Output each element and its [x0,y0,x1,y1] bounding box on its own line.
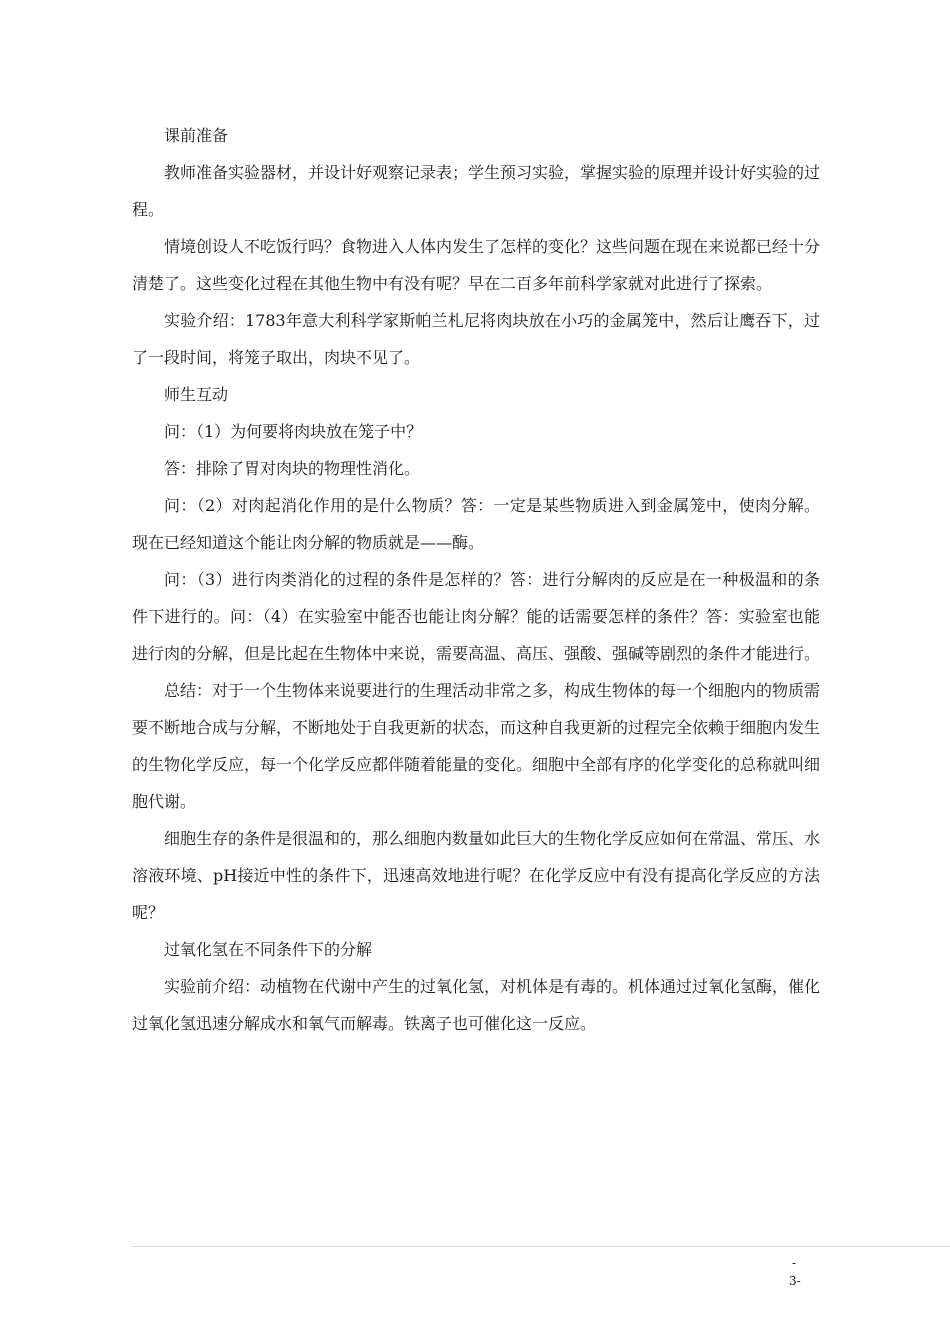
document-body [132,117,820,1042]
paragraph-preparation: 教师准备实验器材，并设计好观察记录表；学生预习实验，掌握实验的原理并设计好实验的过程。 [132,163,821,219]
footer-dash: - [792,1256,797,1270]
paragraph-heading-interaction: 师生互动 [164,385,229,404]
footer-divider [132,1246,950,1247]
paragraph-pre-experiment: 实验前介绍：动植物在代谢中产生的过氧化氢，对机体是有毒的。机体通过过氧化氢酶，催化过氧化氢迅速分解成水和氧气而解毒。铁离子也可催化这一反应。 [132,977,821,1033]
paragraph-conditions: 细胞生存的条件是很温和的，那么细胞内数量如此巨大的生物化学反应如何在常温、常压、水溶液环境、pH接近中性的条件下，迅速高效地进行呢？在化学反应中有没有提高化学反应的方法呢？ [132,829,821,922]
paragraph-experiment-intro: 实验介绍：1783年意大利科学家斯帕兰札尼将肉块放在小巧的金属笼中，然后让鹰吞下，过了一段时间，将笼子取出，肉块不见了。 [132,311,820,367]
paragraph-heading-preparation: 课前准备 [164,126,229,145]
paragraph-heading-decomposition: 过氧化氢在不同条件下的分解 [164,940,373,959]
paragraph-situation: 情境创设人不吃饭行吗？食物进入人体内发生了怎样的变化？这些问题在现在来说都已经十分清楚了。这些变化过程在其他生物中有没有呢？早在二百多年前科学家就对此进行了探索。 [132,237,821,293]
paragraph-question-1: 问：（1）为何要将肉块放在笼子中？ [164,422,423,441]
paragraph-question-3-4: 问：（3）进行肉类消化的过程的条件是怎样的？答：进行分解肉的反应是在一种极温和的条件下进行的。问：（4）在实验室中能否也能让肉分解？能的话需要怎样的条件？答：实验室也能进行肉的分解，但是比起在生物体中来说，需要高温、高压、强酸、强碱等剧烈的条件才能进行。 [132,570,821,663]
page-number: 3- [789,1274,801,1288]
paragraph-question-2: 问：（2）对肉起消化作用的是什么物质？答：一定是某些物质进入到金属笼中，使肉分解。现在已经知道这个能让肉分解的物质就是——酶。 [132,496,820,552]
paragraph-answer-1: 答：排除了胃对肉块的物理性消化。 [164,459,421,478]
paragraph-summary: 总结：对于一个生物体来说要进行的生理活动非常之多，构成生物体的每一个细胞内的物质需要不断地合成与分解，不断地处于自我更新的状态，而这种自我更新的过程完全依赖于细胞内发生的生物化学反应，每一个化学反应都伴随着能量的变化。细胞中全部有序的化学变化的总称就叫细胞代谢。 [132,681,821,811]
